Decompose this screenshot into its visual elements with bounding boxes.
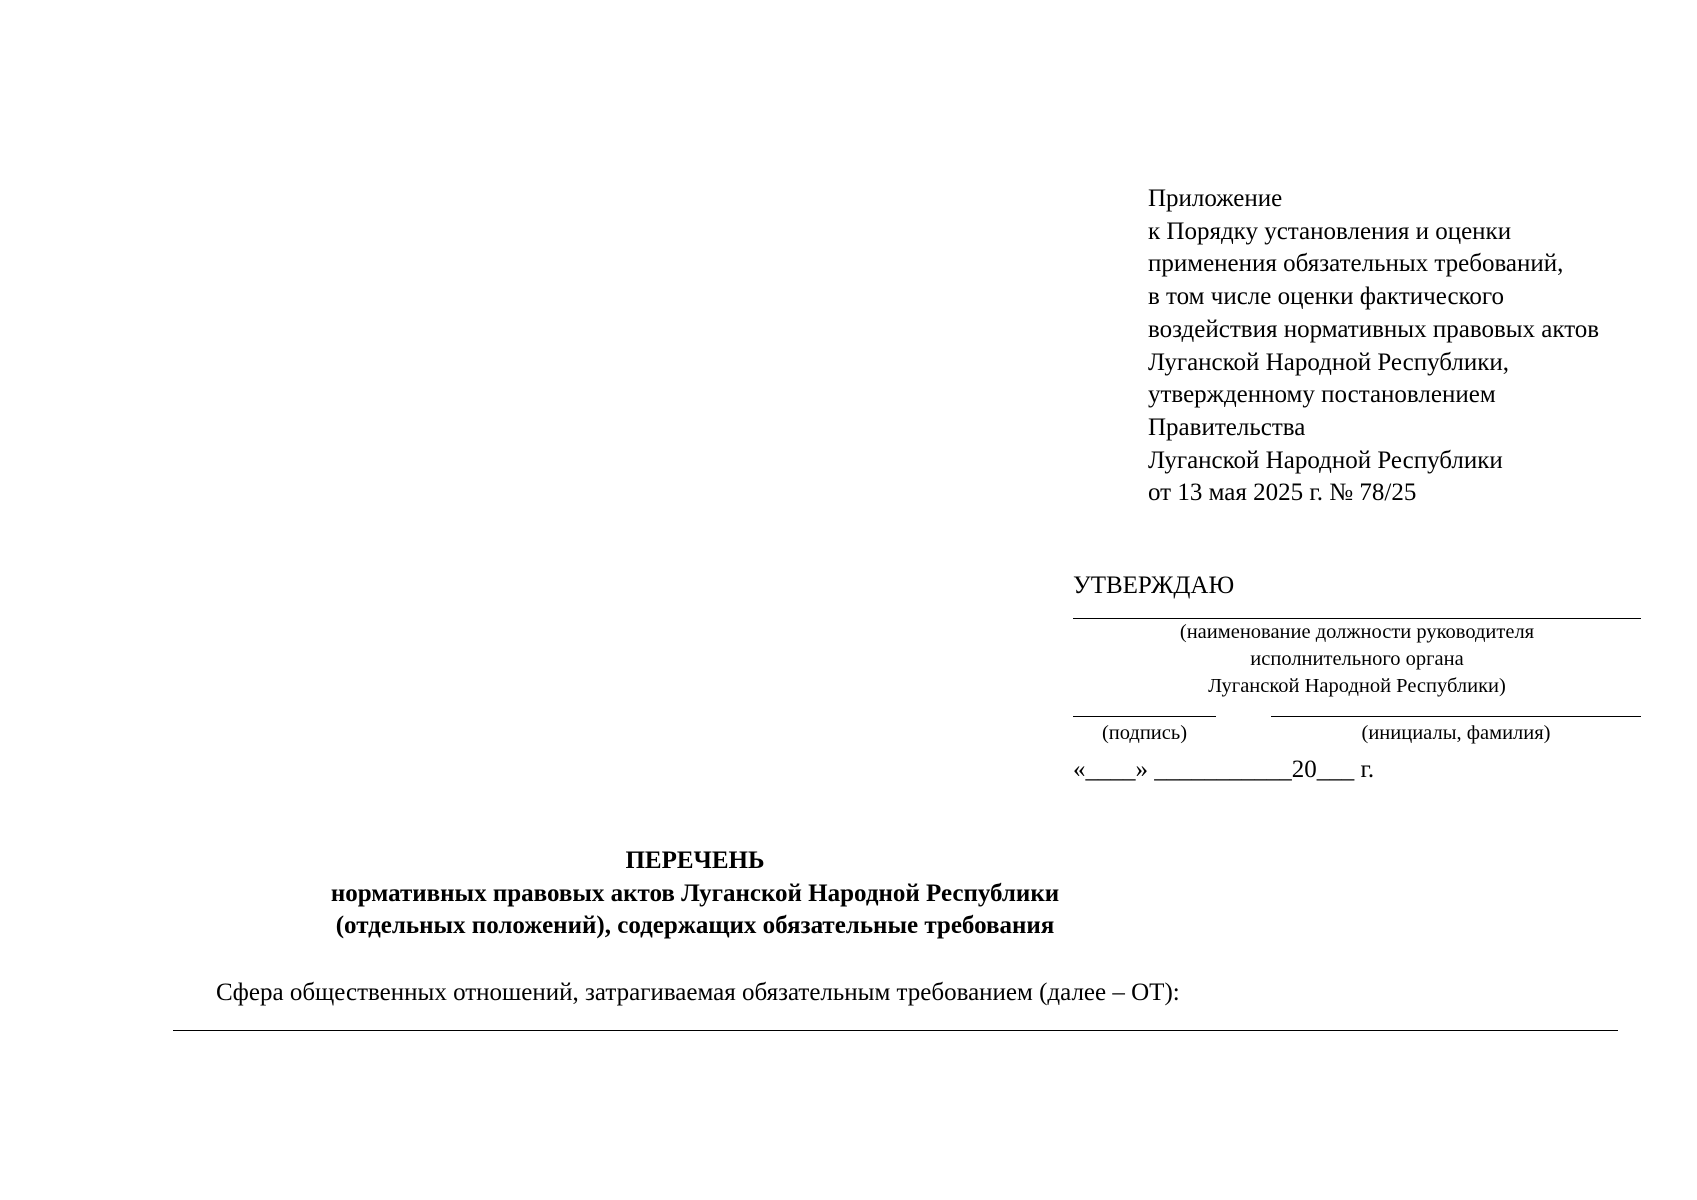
name-blank-line [1271,716,1641,717]
position-caption [1073,619,1641,700]
approval-date-line: «____» ___________20___ г. [1073,756,1375,783]
appendix-line: воздействия нормативных правовых актов [1148,315,1600,343]
position-caption-line: Луганской Народной Республики) [1208,675,1506,697]
approval-block [1073,570,1643,786]
heading-title: ПЕРЕЧЕНЬ [625,847,765,874]
appendix-line: утвержденному постановлением [1148,381,1496,409]
signature-caption: (подпись) [1101,722,1188,744]
appendix-line: от 13 мая 2025 г. № 78/25 [1148,479,1417,507]
appendix-line: применения обязательных требований, [1148,250,1564,278]
appendix-line: Правительства [1148,413,1306,441]
position-caption-line: (наименование должности руководителя [1179,621,1535,643]
heading-subtitle-line: нормативных правовых актов Луганской Народной Республики [330,879,1060,907]
signature-blank-line [1073,716,1216,717]
heading-subtitle-line: (отдельных положений), содержащих обязательные требования [335,912,1055,939]
appendix-block [1148,183,1688,510]
appendix-line: Луганской Народной Республики, [1148,348,1509,376]
approval-title: УТВЕРЖДАЮ [1073,572,1235,599]
sphere-blank-line [173,1030,1618,1031]
name-caption: (инициалы, фамилия) [1361,722,1551,744]
appendix-line: в том числе оценки фактического [1148,283,1505,311]
signature-row [1073,716,1643,750]
sphere-label: Сфера общественных отношений, затрагиваемая обязательным требованием (далее – ОТ): [216,979,1180,1006]
position-caption-line: исполнительного органа [1250,648,1464,670]
appendix-line: к Порядку установления и оценки [1148,217,1512,245]
appendix-line: Луганской Народной Республики [1148,446,1503,474]
appendix-line: Приложение [1148,185,1283,212]
document-heading [0,845,1390,943]
